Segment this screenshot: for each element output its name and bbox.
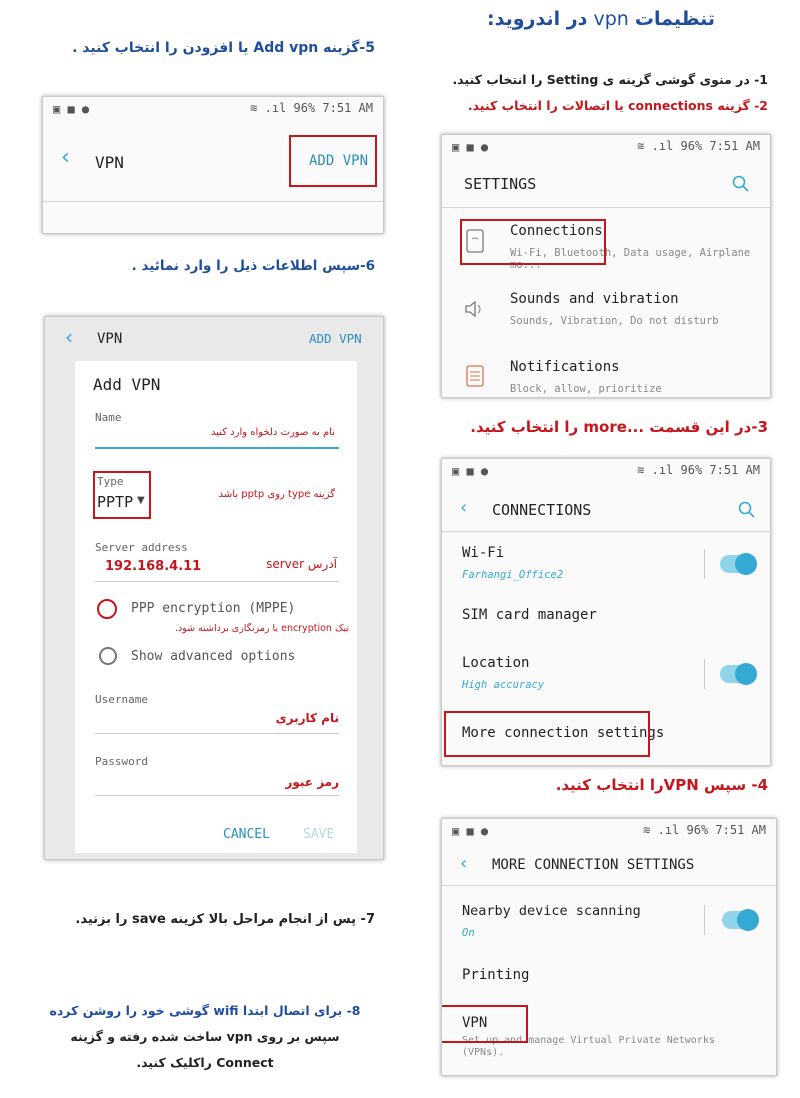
connections-sub: Wi-Fi, Bluetooth, Data usage, Airplane mo...	[510, 247, 751, 271]
server-field[interactable]: 192.168.4.11	[105, 559, 202, 574]
step-5: 5-گزینه Add vpn یا افزودن را انتخاب کنید .	[72, 40, 375, 56]
search-icon[interactable]	[732, 175, 750, 193]
status-right: ≋ .ıl 96% 7:51 AM	[250, 101, 373, 115]
sounds-sub: Sounds, Vibration, Do not disturb	[510, 315, 719, 327]
back-arrow-icon[interactable]: ‹	[460, 497, 468, 518]
printing-row[interactable]	[442, 959, 777, 999]
connections-label: Connections	[510, 223, 603, 239]
name-field[interactable]	[95, 447, 339, 449]
ppp-note: تیک encryption یا رمزنگاری برداشته شود.	[174, 623, 349, 634]
speaker-icon	[464, 299, 486, 319]
sounds-label: Sounds and vibration	[510, 291, 679, 307]
vpn-sub: Set up and manage Virtual Private Networks (VPNs).	[462, 1035, 715, 1058]
status-bar	[442, 819, 776, 843]
nearby-sub: On	[462, 927, 475, 939]
bg-vpn-title: VPN	[97, 331, 123, 347]
wifi-network: Farhangi_Office2	[462, 569, 564, 581]
divider	[442, 885, 776, 886]
step-6: 6-سپس اطلاعات ذیل را وارد نمائید .	[131, 258, 375, 274]
type-note: گزینه type روی pptp باشد	[218, 489, 335, 500]
title-part-b: vpn	[593, 8, 629, 30]
wifi-row[interactable]	[442, 539, 771, 593]
step-1: 1- در منوی گوشی گزینه ی Setting را انتخاب کنید.	[452, 72, 768, 87]
dropdown-arrow-icon[interactable]: ▼	[137, 495, 145, 506]
more-settings-title: MORE CONNECTION SETTINGS	[492, 857, 695, 873]
page-title	[415, 8, 715, 30]
connections-title: CONNECTIONS	[492, 501, 592, 519]
highlight-box	[289, 135, 377, 187]
highlight-box	[460, 219, 606, 265]
username-field[interactable]	[95, 733, 339, 734]
wifi-toggle[interactable]	[720, 555, 756, 573]
ppp-checkbox[interactable]	[97, 599, 117, 619]
status-right: ≋ .ıl 96% 7:51 AM	[643, 823, 766, 837]
status-bar	[442, 135, 770, 159]
location-label: Location	[462, 655, 530, 671]
notification-icons: ▣ ■ ●	[452, 824, 489, 838]
sim-label: SIM card manager	[462, 607, 597, 623]
printing-label: Printing	[462, 967, 530, 983]
vpn-screenshot	[42, 96, 384, 234]
vpn-title: VPN	[95, 153, 124, 172]
step-7: 7- پس از انجام مراحل بالا کزینه save را بزنید.	[75, 912, 375, 927]
title-part-c: در اندروید:	[487, 8, 588, 30]
highlight-box	[441, 1005, 528, 1043]
wifi-label: Wi-Fi	[462, 545, 505, 561]
ppp-label: PPP encryption (MPPE)	[131, 601, 296, 616]
status-bar	[442, 459, 770, 483]
step-8-line-2: سپس بر روی vpn ساخت شده رفته و گزینه	[70, 1029, 340, 1044]
divider	[442, 207, 770, 208]
settings-screenshot	[441, 134, 771, 398]
advanced-label: Show advanced options	[131, 649, 296, 664]
step-3: 3-در این قسمت ...more را انتخاب کنید.	[470, 418, 768, 436]
server-label: Server address	[95, 541, 188, 554]
server-note: آدرس server	[266, 557, 337, 571]
notification-icons: ▣ ■ ●	[53, 102, 90, 116]
divider	[442, 531, 770, 532]
settings-title: SETTINGS	[464, 175, 537, 193]
add-vpn-button[interactable]: ADD VPN	[309, 153, 369, 169]
nearby-toggle[interactable]	[722, 911, 758, 929]
connections-screenshot	[441, 458, 771, 766]
add-vpn-dialog	[75, 361, 357, 853]
settings-item-notifications[interactable]	[442, 353, 771, 398]
sim-card-row[interactable]	[442, 597, 771, 637]
location-sub: High accuracy	[462, 679, 545, 691]
more-settings-screenshot	[441, 818, 777, 1076]
highlight-box	[444, 711, 650, 757]
type-label: Type	[97, 475, 124, 488]
notification-icons: ▣ ■ ●	[452, 464, 489, 478]
step-2: 2- گزینه connections یا اتصالات را انتخاب کنید.	[467, 98, 768, 113]
step-8-line-3: Connect راکلیک کنید.	[136, 1055, 274, 1070]
more-connection-label: More connection settings	[462, 725, 665, 741]
back-arrow-icon[interactable]: ‹	[61, 145, 70, 170]
bg-add-vpn: ADD VPN	[309, 331, 362, 346]
title-part-a: تنظیمات	[634, 8, 715, 30]
back-arrow-icon: ‹	[65, 325, 73, 349]
add-vpn-screenshot	[44, 316, 384, 860]
back-arrow-icon[interactable]: ‹	[460, 853, 468, 874]
notifications-label: Notifications	[510, 359, 620, 375]
step-4: 4- سپس VPNرا انتخاب کنید.	[555, 776, 768, 794]
password-note: رمز عبور	[285, 775, 339, 789]
notifications-icon	[466, 365, 484, 387]
password-label: Password	[95, 755, 148, 768]
name-label: Name	[95, 411, 122, 424]
notifications-sub: Block, allow, prioritize	[510, 383, 662, 395]
dialog-title: Add VPN	[93, 375, 161, 394]
username-label: Username	[95, 693, 148, 706]
username-note: نام کاربری	[275, 711, 339, 725]
advanced-checkbox[interactable]	[99, 647, 117, 665]
settings-item-sounds[interactable]	[442, 285, 771, 345]
server-underline	[95, 581, 339, 582]
nearby-row[interactable]	[442, 895, 777, 949]
step-8	[35, 998, 375, 1076]
search-icon[interactable]	[738, 501, 756, 519]
nearby-label: Nearby device scanning	[462, 903, 641, 919]
location-row[interactable]	[442, 649, 771, 703]
password-field[interactable]	[95, 795, 339, 796]
status-right: ≋ .ıl 96% 7:51 AM	[637, 139, 760, 153]
name-note: نام به صورت دلخواه وارد کنید	[210, 427, 335, 438]
location-toggle[interactable]	[720, 665, 756, 683]
status-right: ≋ .ıl 96% 7:51 AM	[637, 463, 760, 477]
step-8-line-1: 8- برای اتصال ابتدا wifi گوشی خود را روشن کرده	[49, 1003, 361, 1018]
cancel-button[interactable]: CANCEL	[223, 827, 270, 842]
type-select[interactable]: PPTP	[97, 493, 134, 511]
status-bar	[43, 97, 383, 121]
vpn-label: VPN	[462, 1015, 488, 1031]
save-button[interactable]: SAVE	[303, 827, 335, 842]
notification-icons: ▣ ■ ●	[452, 140, 489, 154]
divider	[43, 201, 383, 202]
